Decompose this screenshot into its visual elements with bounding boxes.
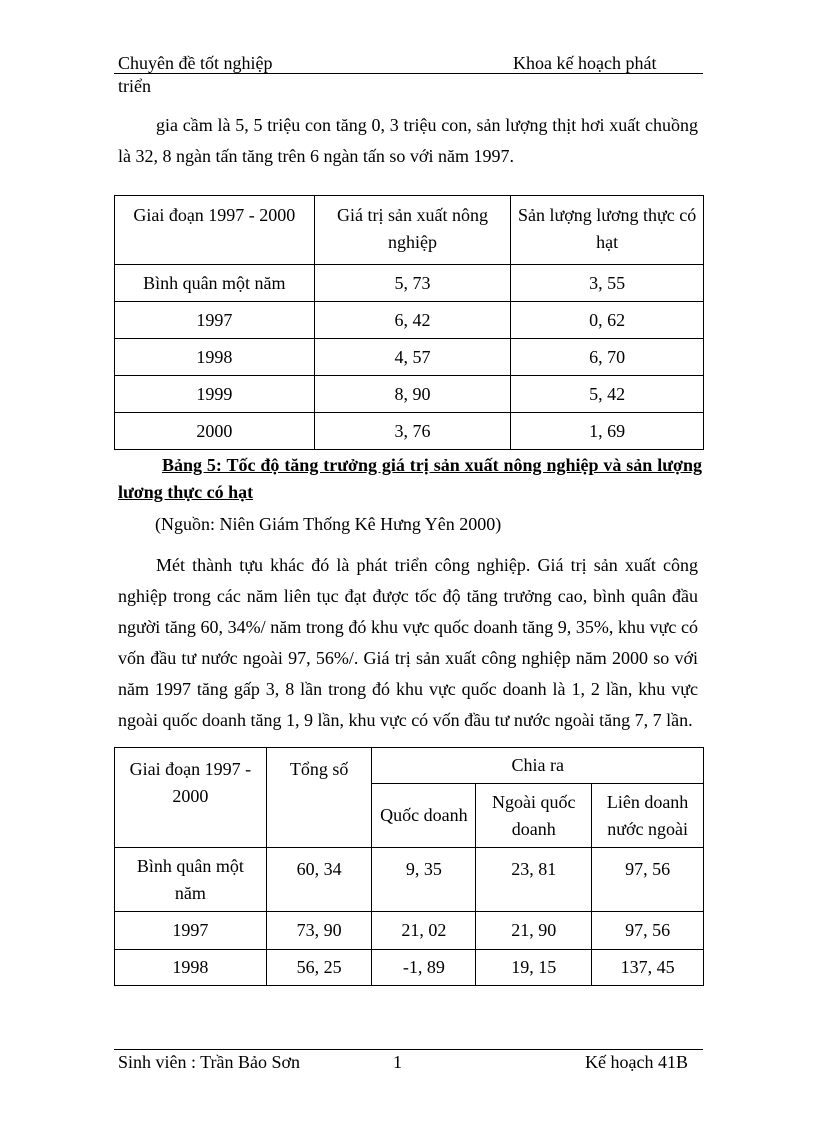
table-cell: -1, 89 [372, 950, 476, 986]
table-cell: 6, 70 [511, 339, 704, 376]
table-cell: 1997 [115, 302, 315, 339]
table-cell: 5, 42 [511, 376, 704, 413]
footer-class: Kế hoạch 41B [585, 1052, 688, 1072]
table-cell: Bình quân một năm [115, 848, 267, 912]
table-header-row [115, 748, 704, 784]
table-header-cell: Sản lượng lương thực có hạt [511, 196, 704, 265]
table-cell: 137, 45 [592, 950, 704, 986]
table-cell: 4, 57 [314, 339, 511, 376]
table-cell: 73, 90 [266, 912, 372, 950]
table-cell: 21, 90 [476, 912, 592, 950]
agri-growth-table [114, 195, 704, 450]
table-caption-text: Bảng 5: Tốc độ tăng trưởng giá trị sản xuất nông nghiệp và sản lượng lương thực có hạt [118, 455, 702, 502]
intro-paragraph [118, 110, 698, 172]
table-cell: 1997 [115, 912, 267, 950]
table-cell: 1999 [115, 376, 315, 413]
table-cell: 9, 35 [372, 848, 476, 912]
table-cell: 1, 69 [511, 413, 704, 450]
table-cell: 97, 56 [592, 848, 704, 912]
table-cell: 3, 55 [511, 265, 704, 302]
table-cell: 19, 15 [476, 950, 592, 986]
footer-student: Sinh viên : Trần Bảo Sơn [118, 1052, 301, 1072]
table-cell: 2000 [115, 413, 315, 450]
footer-rule [114, 1049, 703, 1050]
table-header-cell: Quốc doanh [372, 784, 476, 848]
body-paragraph [118, 550, 698, 736]
table-header-cell: Giai đoạn 1997 - 2000 [115, 748, 267, 848]
table-header-cell: Tổng số [266, 748, 372, 848]
table-header-cell: Liên doanh nước ngoài [592, 784, 704, 848]
table-cell: 3, 76 [314, 413, 511, 450]
table-cell: 0, 62 [511, 302, 704, 339]
table-cell: 6, 42 [314, 302, 511, 339]
table-row [115, 376, 704, 413]
table-header-row [115, 196, 704, 265]
table-row [115, 302, 704, 339]
header-rule [114, 73, 703, 74]
table-cell: 8, 90 [314, 376, 511, 413]
table-header-cell: Ngoài quốc doanh [476, 784, 592, 848]
table-row [115, 950, 704, 986]
page-number: 1 [393, 1052, 402, 1072]
table-cell: 1998 [115, 950, 267, 986]
table-source: (Nguồn: Niên Giám Thống Kê Hưng Yên 2000) [155, 514, 502, 534]
table-cell: 60, 34 [266, 848, 372, 912]
header-title: Chuyên đề tốt nghiệp [118, 53, 273, 73]
table-cell: 23, 81 [476, 848, 592, 912]
table-cell: 56, 25 [266, 950, 372, 986]
table-cell: 5, 73 [314, 265, 511, 302]
industry-growth-table [114, 747, 704, 986]
table-header-cell: Chia ra [372, 748, 704, 784]
table-header-cell: Giai đoạn 1997 - 2000 [115, 196, 315, 265]
body-paragraph-text: Mét thành tựu khác đó là phát triển công nghiệp. Giá trị sản xuất công nghiệp trong các năm liên tục đạt được tốc độ tăng trưởng cao, bình quân đầu người tăng 60, 34%/ năm trong đó khu vực quốc doanh tăng 9, 35%, khu vực có vốn đầu tư nước ngoài 97, 56%/. Giá trị sản xuất công nghiệp năm 2000 so với năm 1997 tăng gấp 3, 8 lần trong đó khu vực quốc doanh là 1, 2 lần, khu vực ngoài quốc doanh tăng 1, 9 lần, khu vực có vốn đầu tư nước ngoài tăng 7, 7 lần. [118, 555, 698, 730]
table-cell: 97, 56 [592, 912, 704, 950]
header-department-continuation: triển [118, 76, 151, 96]
header-department: Khoa kế hoạch phát [513, 53, 657, 73]
table-cell: 1998 [115, 339, 315, 376]
table-cell: Bình quân một năm [115, 265, 315, 302]
intro-paragraph-text: gia cầm là 5, 5 triệu con tăng 0, 3 triệu con, sản lượng thịt hơi xuất chuồng là 32, 8 ngàn tấn tăng trên 6 ngàn tấn so với năm 1997. [118, 115, 698, 166]
table-row [115, 848, 704, 912]
table-row [115, 912, 704, 950]
table-row [115, 339, 704, 376]
table-cell: 21, 02 [372, 912, 476, 950]
table-header-cell: Giá trị sản xuất nông nghiệp [314, 196, 511, 265]
table-row [115, 413, 704, 450]
table-row [115, 265, 704, 302]
table-caption [118, 452, 702, 506]
